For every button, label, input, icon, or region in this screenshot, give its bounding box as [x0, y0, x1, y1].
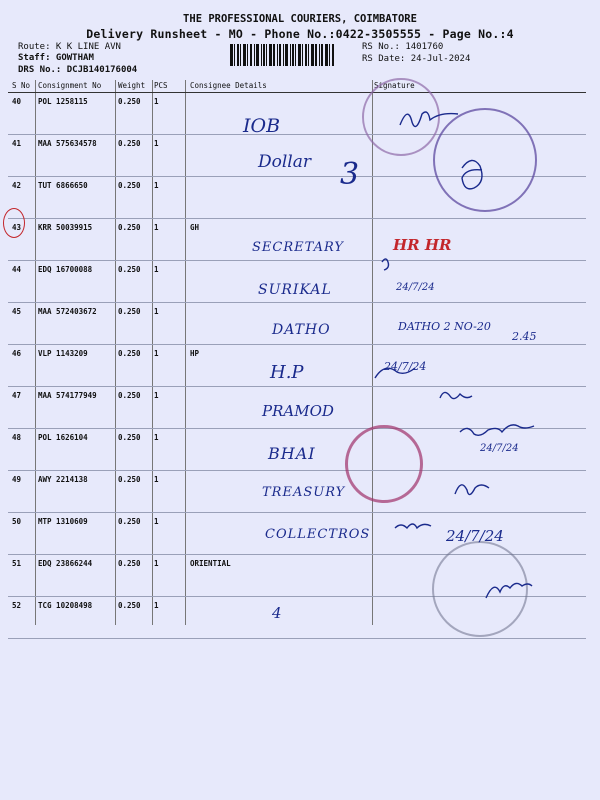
signature-mark — [382, 259, 389, 270]
consignment-no: EDQ 23866244 — [38, 559, 93, 568]
sno: 45 — [12, 307, 22, 316]
red-handwritten-note: HR HR — [393, 236, 452, 254]
weight: 0.250 — [118, 97, 141, 106]
sno: 46 — [12, 349, 22, 358]
consignment-no: MAA 574177949 — [38, 391, 97, 400]
consignment-no: MAA 572403672 — [38, 307, 97, 316]
runsheet-subtitle: Delivery Runsheet - MO - Phone No.:0422-3505555 - Page No.:4 — [86, 27, 514, 41]
sno: 47 — [12, 391, 22, 400]
signature-mark — [375, 368, 415, 378]
consignment-no: VLP 1143209 — [38, 349, 88, 358]
weight: 0.250 — [118, 601, 141, 610]
signature-mark — [400, 112, 458, 127]
weight: 0.250 — [118, 307, 141, 316]
consignment-no: AWY 2214138 — [38, 475, 88, 484]
signature-mark — [440, 392, 472, 398]
consignment-no: TUT 6866650 — [38, 181, 88, 190]
sno: 40 — [12, 97, 22, 106]
weight: 0.250 — [118, 433, 141, 442]
pcs: 1 — [154, 97, 159, 106]
drs-number: DRS No.: DCJB140176004 — [18, 65, 138, 75]
weight: 0.250 — [118, 391, 141, 400]
consignment-no: POL 1258115 — [38, 97, 88, 106]
pcs: 1 — [154, 433, 159, 442]
rs-date: RS Date: 24-Jul-2024 — [362, 54, 471, 64]
handwritten-note: DATHO 2 NO-20 — [398, 320, 491, 333]
handwritten-mark: 3 — [340, 157, 360, 192]
handwritten-date: 24/7/24 — [446, 527, 504, 545]
sno: 50 — [12, 517, 22, 526]
handwritten-name: DATHO — [272, 322, 331, 338]
weight: 0.250 — [118, 349, 141, 358]
pcs: 1 — [154, 601, 159, 610]
handwritten-name: IOB — [243, 115, 281, 137]
consignment-no: EDQ 16700088 — [38, 265, 93, 274]
pcs: 1 — [154, 307, 159, 316]
rs-number: RS No.: 1401760 — [362, 42, 444, 52]
pcs: 1 — [154, 265, 159, 274]
consignment-no: MTP 1310609 — [38, 517, 88, 526]
signature-mark — [395, 524, 431, 528]
handwritten-date: 24/7/24 — [480, 443, 519, 454]
handwritten-name: SURIKAL — [258, 282, 332, 298]
header-consignee: Consignee Details — [190, 81, 267, 90]
consignee: GH — [190, 223, 200, 232]
weight: 0.250 — [118, 223, 141, 232]
signature-mark — [455, 485, 489, 495]
consignment-no: POL 1626104 — [38, 433, 88, 442]
header-consignment: Consignment No — [38, 81, 102, 90]
weight: 0.250 — [118, 475, 141, 484]
consignee: HP — [190, 349, 200, 358]
pcs: 1 — [154, 475, 159, 484]
sno: 51 — [12, 559, 22, 568]
pcs: 1 — [154, 391, 159, 400]
handwritten-name: H.P — [270, 362, 304, 383]
handwritten-name: SECRETARY — [252, 240, 344, 255]
header-sno: S No — [12, 81, 31, 90]
weight: 0.250 — [118, 139, 141, 148]
signature-mark — [460, 425, 534, 435]
handwritten-date: 24/7/24 — [384, 360, 427, 373]
weight: 0.250 — [118, 265, 141, 274]
staff-label: Staff: GOWTHAM — [18, 53, 94, 63]
signature-mark — [462, 160, 482, 188]
handwritten-name: COLLECTROS — [265, 527, 371, 542]
handwritten-name: Dollar — [258, 152, 312, 172]
handwritten-name: TREASURY — [262, 485, 346, 500]
consignment-no: KRR 50039915 — [38, 223, 93, 232]
signature-mark — [486, 583, 532, 598]
handwritten-date: 24/7/24 — [396, 282, 435, 293]
sno: 48 — [12, 433, 22, 442]
sno: 52 — [12, 601, 22, 610]
weight: 0.250 — [118, 181, 141, 190]
pcs: 1 — [154, 559, 159, 568]
header-weight: Weight — [118, 81, 146, 90]
sno: 43 — [12, 223, 22, 232]
pcs: 1 — [154, 517, 159, 526]
sno: 42 — [12, 181, 22, 190]
handwritten-mark: 4 — [272, 604, 282, 622]
header-pcs: PCS — [154, 81, 168, 90]
consignee: ORIENTIAL — [190, 559, 231, 568]
pcs: 1 — [154, 349, 159, 358]
weight: 0.250 — [118, 559, 141, 568]
pcs: 1 — [154, 139, 159, 148]
consignment-no: TCG 10208498 — [38, 601, 93, 610]
route-label: Route: K K LINE AVN — [18, 42, 121, 52]
pcs: 1 — [154, 223, 159, 232]
sno: 49 — [12, 475, 22, 484]
handwritten-name: PRAMOD — [262, 402, 334, 420]
sno: 44 — [12, 265, 22, 274]
header-signature: Signature — [374, 81, 415, 90]
consignment-no: MAA 575634578 — [38, 139, 97, 148]
handwritten-name: BHAI — [268, 444, 316, 463]
sno: 41 — [12, 139, 22, 148]
company-title: THE PROFESSIONAL COURIERS, COIMBATORE — [183, 13, 417, 25]
handwritten-time: 2.45 — [512, 330, 537, 343]
pcs: 1 — [154, 181, 159, 190]
weight: 0.250 — [118, 517, 141, 526]
